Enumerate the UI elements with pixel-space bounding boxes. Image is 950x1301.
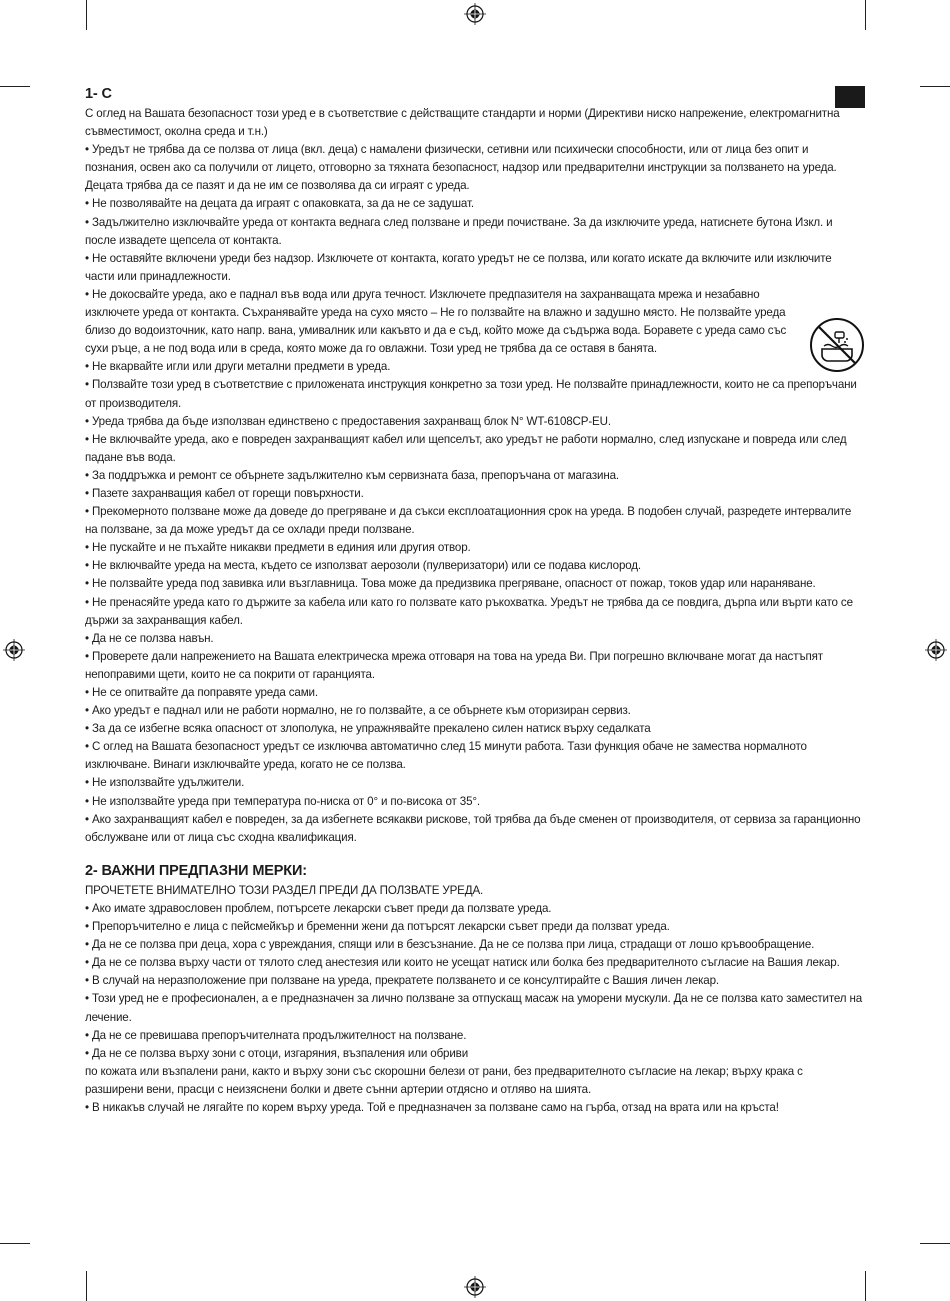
paragraph: • Проверете дали напрежението на Вашата електрическа мрежа отговаря на това на уреда Ви. При погрешно включване могат да настъпят непоправими щети, които не са покрити от гаранцията.: [85, 649, 823, 681]
paragraph: по кожата или възпалени рани, както и върху зони със скорошни белези от рани, без предварителното съгласие на лекар; върху крака с разширени вени, прасци с неизяснени болки и двете сънни артерии отдясно и отляво на шията.: [85, 1064, 803, 1096]
section-2-title: 2- ВАЖНИ ПРЕДПАЗНИ МЕРКИ:: [85, 862, 307, 879]
paragraph: • Не включвайте уреда на места, където се използват аерозоли (пулверизатори) или се подава кислород.: [85, 559, 641, 573]
crop-mark: [865, 1271, 866, 1301]
section-1-title: 1- С: [85, 86, 112, 102]
paragraph: • За поддръжка и ремонт се обърнете задължително към сервизната база, препоръчана от магазина.: [85, 468, 619, 482]
crop-mark: [920, 86, 950, 87]
paragraph: • Препоръчително е лица с пейсмейкър и бременни жени да потърсят лекарски съвет преди да ползват уреда.: [85, 920, 670, 934]
paragraph: • Не докосвайте уреда, ако е паднал във вода или друга течност. Изключете предпазителя на захранващата мрежа и незабавно изключете уреда от контакта. Съхранявайте уреда на сухо място – Не го ползвайте на влажно и задушно място. Не ползвайте уреда близо до водоизточник, като напр. вана, умивалник или какъвто и да е съд, който може да съдържа вода. Боравете с уреда само със сухи ръце, а не под вода или в среда, която може да го овлажни. Този уред не трябва да се оставя в банята.: [85, 287, 787, 356]
paragraph: • Не ползвайте уреда под завивка или възглавница. Това може да предизвика прегряване, опасност от пожар, токов удар или нараняване.: [85, 577, 816, 591]
paragraph: • Да не се ползва навън.: [85, 631, 214, 645]
registration-mark-icon: [3, 639, 25, 661]
crop-mark: [0, 86, 30, 87]
paragraph: • Не вкарвайте игли или други метални предмети в уреда.: [85, 360, 391, 374]
paragraph: • Не пренасяйте уреда като го държите за кабела или като го ползвате като ръкохватка. Уредът не трябва да се повдига, дърпа или върти като се държи за захранващия кабел.: [85, 595, 853, 627]
paragraph: ПРОЧЕТЕТЕ ВНИМАТЕЛНО ТОЗИ РАЗДЕЛ ПРЕДИ ДА ПОЛЗВАТЕ УРЕДА.: [85, 883, 484, 897]
paragraph: • Ползвайте този уред в съответствие с приложената инструкция конкретно за този уред. Не ползвайте принадлежности, които не са препоръчани от производителя.: [85, 378, 857, 410]
paragraph: • Уреда трябва да бъде използван единствено с предоставения захранващ блок N° WT-6108CP-EU.: [85, 414, 611, 428]
paragraph: • Ако имате здравословен проблем, потърсете лекарски съвет преди да ползвате уреда.: [85, 901, 552, 915]
paragraph: С оглед на Вашата безопасност този уред е в съответствие с действащите стандарти и норми (Директиви ниско напрежение, електромагнитна съвместимост, околна среда и т.н.): [85, 107, 840, 139]
paragraph: • В никакъв случай не лягайте по корем върху уреда. Той е предназначен за ползване само на гърба, отзад на врата или на кръста!: [85, 1100, 779, 1114]
registration-mark-icon: [925, 639, 947, 661]
paragraph: • Не използвайте уреда при температура по-ниска от 0° и по-висока от 35°.: [85, 794, 480, 808]
paragraph: • Този уред не е професионален, а е предназначен за лично ползване за отпускащ масаж на уморени мускули. Да не се ползва като заместител на лечение.: [85, 992, 863, 1024]
paragraph: • Не пускайте и не пъхайте никакви предмети в единия или другия отвор.: [85, 541, 471, 555]
paragraph: • В случай на неразположение при ползване на уреда, прекратете ползването и се консултирайте с Вашия личен лекар.: [85, 974, 719, 988]
paragraph: • За да се избегне всяка опасност от злополука, не упражнявайте прекалено силен натиск върху седалката: [85, 722, 651, 736]
paragraph: • Не позволявайте на децата да играят с опаковката, за да не се задушат.: [85, 197, 474, 211]
paragraph: • Да не се ползва върху зони с отоци, изгаряния, възпаления или обриви: [85, 1046, 469, 1060]
paragraph: • Пазете захранващия кабел от горещи повърхности.: [85, 486, 364, 500]
paragraph: • Да не се ползва при деца, хора с увреждания, спящи или в безсъзнание. Да не се ползва при лица, страдащи от лошо кръвообращение.: [85, 938, 815, 952]
paragraph: • С оглед на Вашата безопасност уредът се изключва автоматично след 15 минути работа. Тази функция обаче не замества нормалното изключване. Винаги изключвайте уреда, когато не се ползва.: [85, 740, 807, 772]
crop-mark: [865, 0, 866, 30]
paragraph: • Ако захранващият кабел е повреден, за да избегнете всякакви рискове, той трябва да бъде сменен от производителя, от сервиза за гаранционно обслужване или от лица със сходна квалификация.: [85, 812, 861, 844]
paragraph: • Не оставяйте включени уреди без надзор. Изключете от контакта, когато уредът не се ползва, или когато искате да включите или изключите части или принадлежности.: [85, 251, 832, 283]
crop-mark: [86, 0, 87, 30]
paragraph: • Да не се ползва върху части от тялото след анестезия или които не усещат натиск или болка без предварителното съгласие на Вашия лекар.: [85, 956, 840, 970]
paragraph: • Задължително изключвайте уреда от контакта веднага след ползване и преди почистване. За да изключите уреда, натиснете бутона Изкл. и после извадете щепсела от контакта.: [85, 215, 833, 247]
crop-mark: [86, 1271, 87, 1301]
paragraph: • Да не се превишава препоръчителната продължителност на ползване.: [85, 1028, 467, 1042]
paragraph: • Уредът не трябва да се ползва от лица (вкл. деца) с намалени физически, сетивни или психически способности, или от лица без опит и познания, освен ако са получили от лицето, отговорно за тяхната безопасност, надзор или предварителни инструкции за ползването на уреда. Децата трябва да се пазят и да не им се позволява да си играят с уреда.: [85, 143, 837, 193]
crop-mark: [0, 1243, 30, 1244]
paragraph: • Ако уредът е паднал или не работи нормално, не го ползвайте, а се обърнете към оторизиран сервиз.: [85, 704, 631, 718]
section-2-body: [85, 882, 863, 1117]
registration-mark-icon: [464, 1276, 486, 1298]
paragraph: • Не се опитвайте да поправяте уреда сами.: [85, 686, 318, 699]
paragraph: • Не включвайте уреда, ако е повреден захранващият кабел или щепселът, ако уредът не работи нормално, след изпускане и повреда или след падане във вода.: [85, 432, 847, 464]
section-1-body: [85, 105, 863, 847]
paragraph: • Не използвайте удължители.: [85, 776, 245, 790]
document-body: [85, 84, 863, 1117]
paragraph: • Прекомерното ползване може да доведе до прегряване и да съкси експлоатационния срок на уреда. В подобен случай, разредете интервалите на ползване, за да може уредът да се охлади преди ползване.: [85, 505, 852, 537]
crop-mark: [920, 1243, 950, 1244]
registration-mark-icon: [464, 3, 486, 25]
